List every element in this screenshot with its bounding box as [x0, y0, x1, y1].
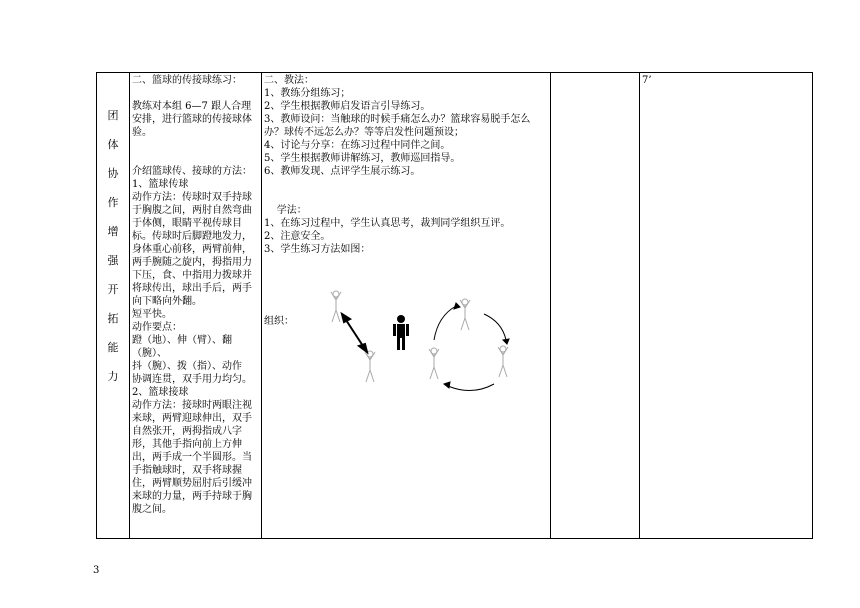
text-line: 短平快。: [132, 309, 172, 320]
text-line: [264, 178, 548, 191]
category-char: 体: [107, 138, 119, 151]
text-line: 3、教师设问：当触球的时候手痛怎么办？篮球容易脱手怎么: [264, 114, 531, 125]
text-line: 标。传球时后脚蹬地发力，: [132, 231, 252, 242]
text-line: 安排，进行篮球的传接球体: [132, 114, 252, 125]
text-line: 2、篮球接球: [132, 387, 189, 398]
time-value: 7’: [642, 75, 652, 86]
player-figure-icon: [460, 299, 470, 330]
text-line: 两手腕随之旋内，拇指用力: [132, 257, 252, 268]
text-line: [132, 87, 259, 100]
text-line: 抖（腕）、拨（指）、动作: [132, 361, 242, 372]
category-char: 开: [107, 283, 119, 296]
text-line: 于胸腹之间，两肘自然弯曲: [132, 205, 252, 216]
text-line: 2、学生根据教师启发语言引导练习。: [264, 101, 431, 112]
text-line: 1、在练习过程中，学生认真思考，裁判同学组织互评。: [264, 218, 511, 229]
text-line: [132, 152, 259, 165]
method-text: [262, 73, 550, 256]
table-row: [97, 73, 813, 539]
category-char: 协: [107, 167, 119, 180]
text-line: 办？球传不远怎么办？等等启发性问题预设；: [264, 127, 464, 138]
text-line: 形，其他手指向前上方伸: [132, 439, 242, 450]
text-line: 动作方法：传球时双手持球: [132, 192, 252, 203]
text-line: 1、篮球传球: [132, 179, 189, 190]
category-char: 拓: [107, 312, 119, 325]
category-char: 作: [107, 196, 119, 209]
text-line: 将球传出，球出手后，两手: [132, 283, 252, 294]
text-line: [132, 139, 259, 152]
page-number: 3: [93, 565, 100, 576]
text-line: 身体重心前移，两臂前伸，: [132, 244, 252, 255]
category-char: 力: [107, 370, 119, 383]
text-line: 验。: [132, 127, 152, 138]
text-line: 腹之间。: [132, 504, 172, 515]
text-line: 二、篮球的传接球练习：: [132, 75, 242, 86]
category-char: 增: [107, 225, 119, 238]
text-line: 动作要点：: [132, 322, 182, 333]
category-char: 能: [107, 341, 119, 354]
teacher-figure-icon: [393, 315, 409, 350]
text-line: 出，两手成一个半圆形。当: [132, 452, 252, 463]
text-line: 动作方法：接球时两眼注视: [132, 400, 252, 411]
organization-label: 组织：: [264, 316, 294, 327]
text-line: 3、学生练习方法如图：: [264, 244, 371, 255]
double-arrow-icon: [342, 314, 367, 352]
player-figure-icon: [429, 348, 439, 379]
player-figure-icon: [498, 346, 508, 377]
time-cell: [640, 73, 813, 539]
category-char: 强: [107, 254, 119, 267]
text-line: 2、注意安全。: [264, 231, 331, 242]
practice-diagram: [262, 256, 550, 426]
content-cell: [130, 73, 262, 539]
text-line: 学法：: [264, 205, 307, 216]
text-line: [264, 191, 548, 204]
text-line: 来球的力量，两手持球于胸: [132, 491, 252, 502]
text-line: 住，两臂顺势屈肘后引缓冲: [132, 478, 252, 489]
text-line: 5、学生根据教师讲解练习，教师巡回指导。: [264, 153, 461, 164]
text-line: 自然张开，两拇指成八字: [132, 426, 242, 437]
practice-diagram-svg: [262, 256, 550, 426]
player-figure-icon: [365, 351, 375, 382]
text-line: 协调连贯，双手用力均匀。: [132, 374, 252, 385]
text-line: 手指触球时，双手将球握: [132, 465, 242, 476]
text-line: 介绍篮球传、接球的方法：: [132, 166, 252, 177]
empty-cell: [551, 73, 640, 539]
lesson-table: [96, 72, 813, 539]
player-figure-icon: [331, 291, 341, 322]
text-line: 于体侧，眼睛平视传球目: [132, 218, 242, 229]
category-char: 团: [107, 109, 119, 122]
text-line: 下压，食、中指用力拨球并: [132, 270, 252, 281]
content-text: [130, 73, 261, 516]
circular-arrows-icon: [434, 303, 509, 391]
method-cell: [262, 73, 551, 539]
category-cell: [97, 73, 130, 539]
text-line: 向下略向外翻。: [132, 296, 202, 307]
text-line: 二、教法：: [264, 75, 314, 86]
text-line: 教练对本组 6—7 跟人合理: [132, 101, 252, 112]
text-line: 6、教师发现、点评学生展示练习。: [264, 166, 421, 177]
text-line: 蹬（地）、伸（臂）、翻（腕）、: [132, 335, 232, 359]
text-line: 4、讨论与分享：在练习过程中同伴之间。: [264, 140, 451, 151]
text-line: 来球，两臂迎球伸出，双手: [132, 413, 252, 424]
text-line: 1、教练分组练习；: [264, 88, 351, 99]
